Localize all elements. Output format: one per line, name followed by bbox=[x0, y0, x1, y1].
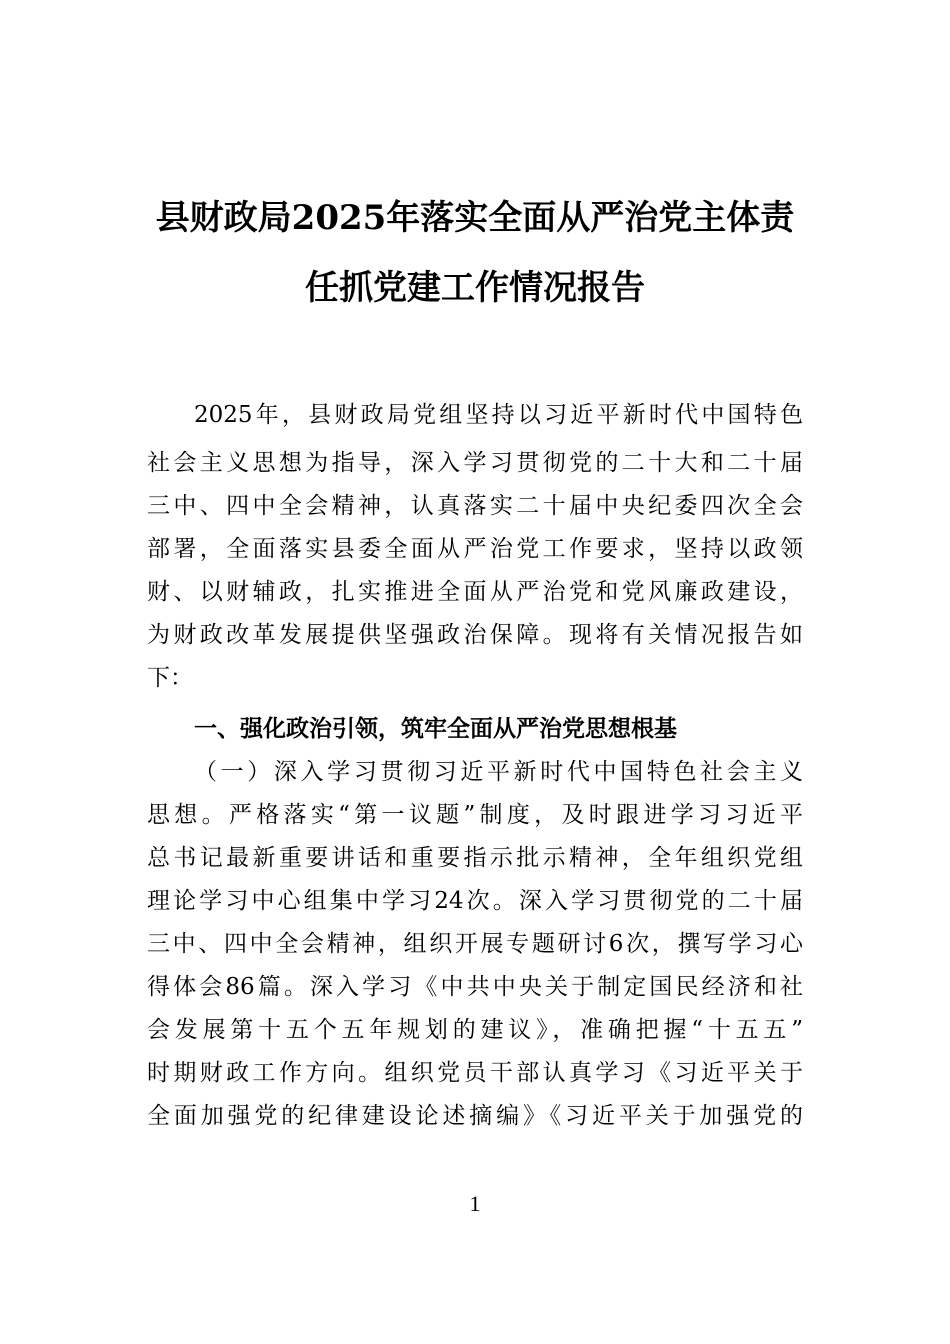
body-line: 得体会86篇。深入学习《中共中央关于制定国民经济和社 bbox=[147, 974, 803, 1000]
section-heading: 一、强化政治引领，筑牢全面从严治党思想根基 bbox=[194, 716, 677, 742]
page-number: 1 bbox=[469, 1191, 481, 1216]
subsection-heading-line: （一）深入学习贯彻习近平新时代中国特色社会主义 bbox=[194, 759, 803, 785]
body-line: 2025年，县财政局党组坚持以习近平新时代中国特色 bbox=[194, 402, 803, 428]
body-line: 为财政改革发展提供坚强政治保障。现将有关情况报告如 bbox=[147, 622, 803, 648]
body-line: 三中、四中全会精神，认真落实二十届中央纪委四次全会 bbox=[147, 493, 803, 519]
body-line: 三中、四中全会精神，组织开展专题研讨6次，撰写学习心 bbox=[147, 931, 803, 957]
body-line: 下： bbox=[147, 665, 193, 691]
body-line: 总书记最新重要讲话和重要指示批示精神，全年组织党组 bbox=[147, 845, 803, 871]
body-line: 全面加强党的纪律建设论述摘编》《习近平关于加强党的 bbox=[147, 1103, 803, 1129]
body-line: 财、以财辅政，扎实推进全面从严治党和党风廉政建设， bbox=[147, 579, 803, 605]
document-title-line-1: 县财政局2025年落实全面从严治党主体责 bbox=[155, 198, 795, 238]
document-title-line-2: 任抓党建工作情况报告 bbox=[305, 268, 645, 308]
body-line: 部署，全面落实县委全面从严治党工作要求，坚持以政领 bbox=[147, 536, 803, 562]
body-line: 理论学习中心组集中学习24次。深入学习贯彻党的二十届 bbox=[147, 888, 803, 914]
body-line: 社会主义思想为指导，深入学习贯彻党的二十大和二十届 bbox=[147, 450, 803, 476]
body-line: 会发展第十五个五年规划的建议》，准确把握“十五五” bbox=[147, 1017, 803, 1043]
body-line: 思想。严格落实“第一议题”制度，及时跟进学习习近平 bbox=[147, 802, 803, 828]
body-line: 时期财政工作方向。组织党员干部认真学习《习近平关于 bbox=[147, 1060, 803, 1086]
